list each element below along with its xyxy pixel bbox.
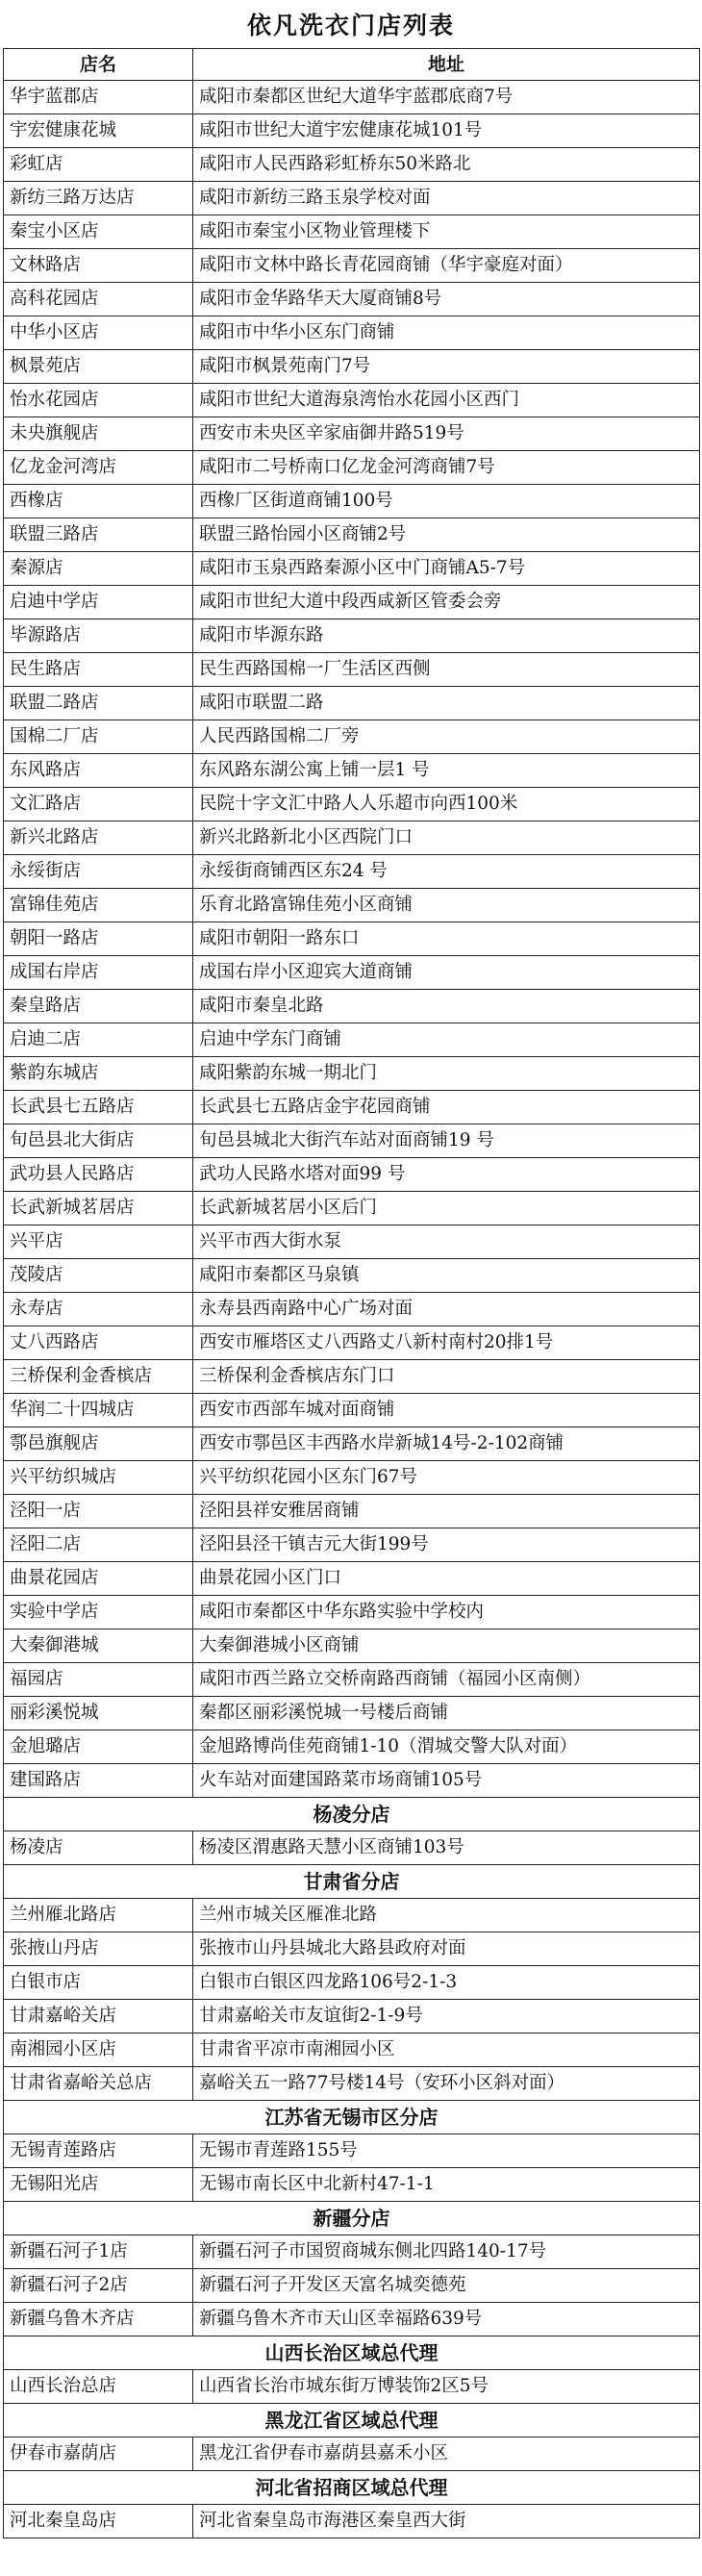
- store-address-cell: 旬邑县城北大街汽车站对面商铺19 号: [193, 1124, 700, 1158]
- section-title: 河北省招商区域总代理: [4, 2471, 700, 2505]
- store-name-cell: 新兴北路店: [4, 821, 193, 855]
- store-name-cell: 杨凌店: [4, 1831, 193, 1865]
- store-name-cell: 伊春市嘉荫店: [4, 2437, 193, 2471]
- table-row: [4, 687, 700, 720]
- store-name-cell: 文林路店: [4, 249, 193, 283]
- store-name-cell: 枫景苑店: [4, 350, 193, 384]
- store-name-cell: 文汇路店: [4, 788, 193, 821]
- store-name-cell: 朝阳一路店: [4, 922, 193, 956]
- store-address-cell: 西橡厂区街道商铺100号: [193, 485, 700, 518]
- store-address-cell: 秦都区丽彩溪悦城一号楼后商铺: [193, 1697, 700, 1730]
- table-row: [4, 619, 700, 653]
- store-address-cell: 咸阳市秦都区马泉镇: [193, 1259, 700, 1293]
- store-address-cell: 白银市白银区四龙路106号2-1-3: [193, 1966, 700, 2000]
- table-row: [4, 1360, 700, 1394]
- store-name-cell: 长武新城茗居店: [4, 1192, 193, 1225]
- store-name-cell: 丈八西路店: [4, 1326, 193, 1360]
- store-name-cell: 金旭璐店: [4, 1730, 193, 1764]
- table-body: [4, 81, 700, 2538]
- store-name-cell: 成国右岸店: [4, 956, 193, 990]
- store-table: [3, 48, 700, 2538]
- table-row: [4, 1293, 700, 1326]
- table-row: [4, 518, 700, 552]
- store-name-cell: 秦源店: [4, 552, 193, 586]
- store-name-cell: 兴平纺织城店: [4, 1461, 193, 1495]
- store-address-cell: 火车站对面建国路菜市场商铺105号: [193, 1764, 700, 1798]
- table-row: [4, 81, 700, 114]
- store-name-cell: 永寿店: [4, 1293, 193, 1326]
- table-row: [4, 1629, 700, 1663]
- store-address-cell: 咸阳市二号桥南口亿龙金河湾商铺7号: [193, 451, 700, 485]
- table-row: [4, 1023, 700, 1057]
- table-row: [4, 1562, 700, 1596]
- store-name-cell: 实验中学店: [4, 1596, 193, 1629]
- store-address-cell: 咸阳市秦都区中华东路实验中学校内: [193, 1596, 700, 1629]
- store-address-cell: 杨凌区渭惠路天慧小区商铺103号: [193, 1831, 700, 1865]
- store-address-cell: 咸阳市世纪大道中段西咸新区管委会旁: [193, 586, 700, 619]
- store-name-cell: 联盟三路店: [4, 518, 193, 552]
- store-address-cell: 河北省秦皇岛市海港区秦皇西大街: [193, 2505, 700, 2538]
- store-address-cell: 山西省长治市城东街万博装饰2区5号: [193, 2370, 700, 2404]
- table-row: [4, 1461, 700, 1495]
- table-row: [4, 586, 700, 619]
- store-address-cell: 咸阳市金华路华天大厦商铺8号: [193, 283, 700, 316]
- section-title: 新疆分店: [4, 2202, 700, 2235]
- table-row: [4, 350, 700, 384]
- store-address-cell: 咸阳市毕源东路: [193, 619, 700, 653]
- table-row: [4, 2000, 700, 2033]
- column-header-name: 店名: [4, 49, 193, 81]
- store-address-cell: 永寿县西南路中心广场对面: [193, 1293, 700, 1326]
- store-address-cell: 西安市鄠邑区丰西路水岸新城14号-2-102商铺: [193, 1427, 700, 1461]
- table-row: [4, 1124, 700, 1158]
- store-name-cell: 福园店: [4, 1663, 193, 1697]
- page-title: 依凡洗衣门店列表: [246, 12, 455, 39]
- table-row: [4, 2505, 700, 2538]
- store-name-cell: 兰州雁北路店: [4, 1899, 193, 1932]
- store-address-cell: 咸阳市文林中路长青花园商铺（华宇豪庭对面）: [193, 249, 700, 283]
- table-row: [4, 2437, 700, 2471]
- table-row: [4, 316, 700, 350]
- store-address-cell: 人民西路国棉二厂旁: [193, 720, 700, 754]
- store-name-cell: 富锦佳苑店: [4, 889, 193, 922]
- store-address-cell: 曲景花园小区门口: [193, 1562, 700, 1596]
- table-row: [4, 2033, 700, 2067]
- store-address-cell: 咸阳市西兰路立交桥南路西商铺（福园小区南侧）: [193, 1663, 700, 1697]
- store-address-cell: 金旭路博尚佳苑商铺1-10（渭城交警大队对面）: [193, 1730, 700, 1764]
- store-name-cell: 国棉二厂店: [4, 720, 193, 754]
- store-address-cell: 甘肃省平凉市南湘园小区: [193, 2033, 700, 2067]
- store-name-cell: 河北秦皇岛店: [4, 2505, 193, 2538]
- store-name-cell: 高科花园店: [4, 283, 193, 316]
- store-address-cell: 无锡市南长区中北新村47-1-1: [193, 2168, 700, 2202]
- store-address-cell: 西安市雁塔区丈八西路丈八新村南村20排1号: [193, 1326, 700, 1360]
- store-address-cell: 民生西路国棉一厂生活区西侧: [193, 653, 700, 687]
- store-address-cell: 长武新城茗居小区后门: [193, 1192, 700, 1225]
- store-name-cell: 建国路店: [4, 1764, 193, 1798]
- section-row: [4, 2336, 700, 2370]
- table-row: [4, 1831, 700, 1865]
- store-address-cell: 新疆乌鲁木齐市天山区幸福路639号: [193, 2303, 700, 2336]
- table-row: [4, 788, 700, 821]
- store-address-cell: 咸阳市秦宝小区物业管理楼下: [193, 215, 700, 249]
- store-address-cell: 咸阳市秦皇北路: [193, 990, 700, 1023]
- store-address-cell: 新兴北路新北小区西院门口: [193, 821, 700, 855]
- table-row: [4, 182, 700, 215]
- store-address-cell: 联盟三路怡园小区商铺2号: [193, 518, 700, 552]
- section-title: 杨凌分店: [4, 1798, 700, 1831]
- store-name-cell: 华宇蓝郡店: [4, 81, 193, 114]
- table-row: [4, 1225, 700, 1259]
- store-address-cell: 咸阳市朝阳一路东口: [193, 922, 700, 956]
- store-address-cell: 兴平市西大街水泵: [193, 1225, 700, 1259]
- store-name-cell: 亿龙金河湾店: [4, 451, 193, 485]
- store-address-cell: 咸阳市世纪大道宇宏健康花城101号: [193, 114, 700, 148]
- section-title: 黑龙江省区域总代理: [4, 2404, 700, 2437]
- table-row: [4, 1091, 700, 1124]
- table-row: [4, 1528, 700, 1562]
- store-address-cell: 大秦御港城小区商铺: [193, 1629, 700, 1663]
- table-row: [4, 384, 700, 417]
- table-row: [4, 148, 700, 182]
- store-name-cell: 怡水花园店: [4, 384, 193, 417]
- section-row: [4, 2101, 700, 2134]
- store-name-cell: 毕源路店: [4, 619, 193, 653]
- table-row: [4, 821, 700, 855]
- store-address-cell: 无锡市青莲路155号: [193, 2134, 700, 2168]
- table-row: [4, 1697, 700, 1730]
- store-address-cell: 咸阳市新纺三路玉泉学校对面: [193, 182, 700, 215]
- table-row: [4, 283, 700, 316]
- store-name-cell: 甘肃嘉峪关店: [4, 2000, 193, 2033]
- table-row: [4, 1663, 700, 1697]
- table-row: [4, 2235, 700, 2269]
- store-name-cell: 南湘园小区店: [4, 2033, 193, 2067]
- store-name-cell: 启迪中学店: [4, 586, 193, 619]
- store-address-cell: 武功人民路水塔对面99 号: [193, 1158, 700, 1192]
- store-address-cell: 三桥保利金香槟店东门口: [193, 1360, 700, 1394]
- store-address-cell: 新疆石河子市国贸商城东侧北四路140-17号: [193, 2235, 700, 2269]
- store-name-cell: 长武县七五路店: [4, 1091, 193, 1124]
- table-row: [4, 2370, 700, 2404]
- table-row: [4, 552, 700, 586]
- store-name-cell: 中华小区店: [4, 316, 193, 350]
- store-name-cell: 三桥保利金香槟店: [4, 1360, 193, 1394]
- store-address-cell: 泾阳县祥安雅居商铺: [193, 1495, 700, 1528]
- store-name-cell: 泾阳二店: [4, 1528, 193, 1562]
- store-name-cell: 联盟二路店: [4, 687, 193, 720]
- section-title: 山西长治区域总代理: [4, 2336, 700, 2370]
- store-name-cell: 东风路店: [4, 754, 193, 788]
- store-address-cell: 咸阳市枫景苑南门7号: [193, 350, 700, 384]
- table-row: [4, 1158, 700, 1192]
- section-row: [4, 2471, 700, 2505]
- table-row: [4, 720, 700, 754]
- table-row: [4, 417, 700, 451]
- store-name-cell: 丽彩溪悦城: [4, 1697, 193, 1730]
- store-address-cell: 咸阳市联盟二路: [193, 687, 700, 720]
- store-address-cell: 甘肃嘉峪关市友谊街2-1-9号: [193, 2000, 700, 2033]
- store-name-cell: 紫韵东城店: [4, 1057, 193, 1091]
- table-row: [4, 215, 700, 249]
- section-row: [4, 1865, 700, 1899]
- store-name-cell: 张掖山丹店: [4, 1932, 193, 1966]
- store-name-cell: 甘肃省嘉峪关总店: [4, 2067, 193, 2101]
- store-name-cell: 山西长治总店: [4, 2370, 193, 2404]
- table-row: [4, 2303, 700, 2336]
- table-row: [4, 1427, 700, 1461]
- store-name-cell: 西橡店: [4, 485, 193, 518]
- column-header-address: 地址: [193, 49, 700, 81]
- store-name-cell: 旬邑县北大街店: [4, 1124, 193, 1158]
- table-row: [4, 754, 700, 788]
- store-name-cell: 秦皇路店: [4, 990, 193, 1023]
- store-address-cell: 咸阳紫韵东城一期北门: [193, 1057, 700, 1091]
- store-address-cell: 新疆石河子开发区天富名城奕德苑: [193, 2269, 700, 2303]
- section-row: [4, 1798, 700, 1831]
- store-name-cell: 白银市店: [4, 1966, 193, 2000]
- section-title: 江苏省无锡市区分店: [4, 2101, 700, 2134]
- store-address-cell: 西安市未央区辛家庙御井路519号: [193, 417, 700, 451]
- store-address-cell: 兴平纺织花园小区东门67号: [193, 1461, 700, 1495]
- table-row: [4, 114, 700, 148]
- table-row: [4, 2067, 700, 2101]
- store-name-cell: 无锡阳光店: [4, 2168, 193, 2202]
- table-row: [4, 451, 700, 485]
- store-name-cell: 鄠邑旗舰店: [4, 1427, 193, 1461]
- table-row: [4, 1932, 700, 1966]
- table-row: [4, 1057, 700, 1091]
- section-title: 甘肃省分店: [4, 1865, 700, 1899]
- table-row: [4, 485, 700, 518]
- store-address-cell: 成国右岸小区迎宾大道商铺: [193, 956, 700, 990]
- table-header-row: [4, 49, 700, 81]
- store-address-cell: 西安市西部车城对面商铺: [193, 1394, 700, 1427]
- store-name-cell: 新疆石河子2店: [4, 2269, 193, 2303]
- store-address-cell: 黑龙江省伊春市嘉荫县嘉禾小区: [193, 2437, 700, 2471]
- store-address-cell: 咸阳市中华小区东门商铺: [193, 316, 700, 350]
- store-address-cell: 兰州市城关区雁准北路: [193, 1899, 700, 1932]
- table-row: [4, 956, 700, 990]
- table-row: [4, 1966, 700, 2000]
- store-name-cell: 启迪二店: [4, 1023, 193, 1057]
- store-address-cell: 咸阳市人民西路彩虹桥东50米路北: [193, 148, 700, 182]
- store-name-cell: 曲景花园店: [4, 1562, 193, 1596]
- store-name-cell: 新疆石河子1店: [4, 2235, 193, 2269]
- table-row: [4, 1495, 700, 1528]
- table-row: [4, 2134, 700, 2168]
- store-name-cell: 无锡青莲路店: [4, 2134, 193, 2168]
- store-name-cell: 泾阳一店: [4, 1495, 193, 1528]
- table-row: [4, 1259, 700, 1293]
- table-row: [4, 653, 700, 687]
- store-name-cell: 华润二十四城店: [4, 1394, 193, 1427]
- store-name-cell: 秦宝小区店: [4, 215, 193, 249]
- store-name-cell: 武功县人民路店: [4, 1158, 193, 1192]
- store-name-cell: 彩虹店: [4, 148, 193, 182]
- table-row: [4, 855, 700, 889]
- section-row: [4, 2404, 700, 2437]
- table-row: [4, 1730, 700, 1764]
- store-address-cell: 乐育北路富锦佳苑小区商铺: [193, 889, 700, 922]
- table-row: [4, 922, 700, 956]
- store-name-cell: 民生路店: [4, 653, 193, 687]
- store-name-cell: 大秦御港城: [4, 1629, 193, 1663]
- store-name-cell: 永绥街店: [4, 855, 193, 889]
- table-row: [4, 1394, 700, 1427]
- section-row: [4, 2202, 700, 2235]
- store-address-cell: 咸阳市秦都区世纪大道华宇蓝郡底商7号: [193, 81, 700, 114]
- store-address-cell: 张掖市山丹县城北大路县政府对面: [193, 1932, 700, 1966]
- store-address-cell: 东风路东湖公寓上铺一层1 号: [193, 754, 700, 788]
- store-name-cell: 新纺三路万达店: [4, 182, 193, 215]
- table-row: [4, 2168, 700, 2202]
- store-address-cell: 嘉峪关五一路77号楼14号（安环小区斜对面）: [193, 2067, 700, 2101]
- store-name-cell: 未央旗舰店: [4, 417, 193, 451]
- table-row: [4, 1596, 700, 1629]
- table-row: [4, 889, 700, 922]
- table-row: [4, 2269, 700, 2303]
- store-address-cell: 咸阳市玉泉西路秦源小区中门商铺A5-7号: [193, 552, 700, 586]
- store-name-cell: 兴平店: [4, 1225, 193, 1259]
- store-address-cell: 咸阳市世纪大道海泉湾怡水花园小区西门: [193, 384, 700, 417]
- table-row: [4, 990, 700, 1023]
- store-name-cell: 宇宏健康花城: [4, 114, 193, 148]
- store-name-cell: 茂陵店: [4, 1259, 193, 1293]
- table-row: [4, 249, 700, 283]
- store-address-cell: 泾阳县泾干镇吉元大街199号: [193, 1528, 700, 1562]
- store-address-cell: 永绥街商铺西区东24 号: [193, 855, 700, 889]
- store-address-cell: 启迪中学东门商铺: [193, 1023, 700, 1057]
- table-row: [4, 1192, 700, 1225]
- store-address-cell: 民院十字文汇中路人人乐超市向西100米: [193, 788, 700, 821]
- store-name-cell: 新疆乌鲁木齐店: [4, 2303, 193, 2336]
- table-row: [4, 1326, 700, 1360]
- table-row: [4, 1764, 700, 1798]
- table-row: [4, 1899, 700, 1932]
- store-address-cell: 长武县七五路店金宇花园商铺: [193, 1091, 700, 1124]
